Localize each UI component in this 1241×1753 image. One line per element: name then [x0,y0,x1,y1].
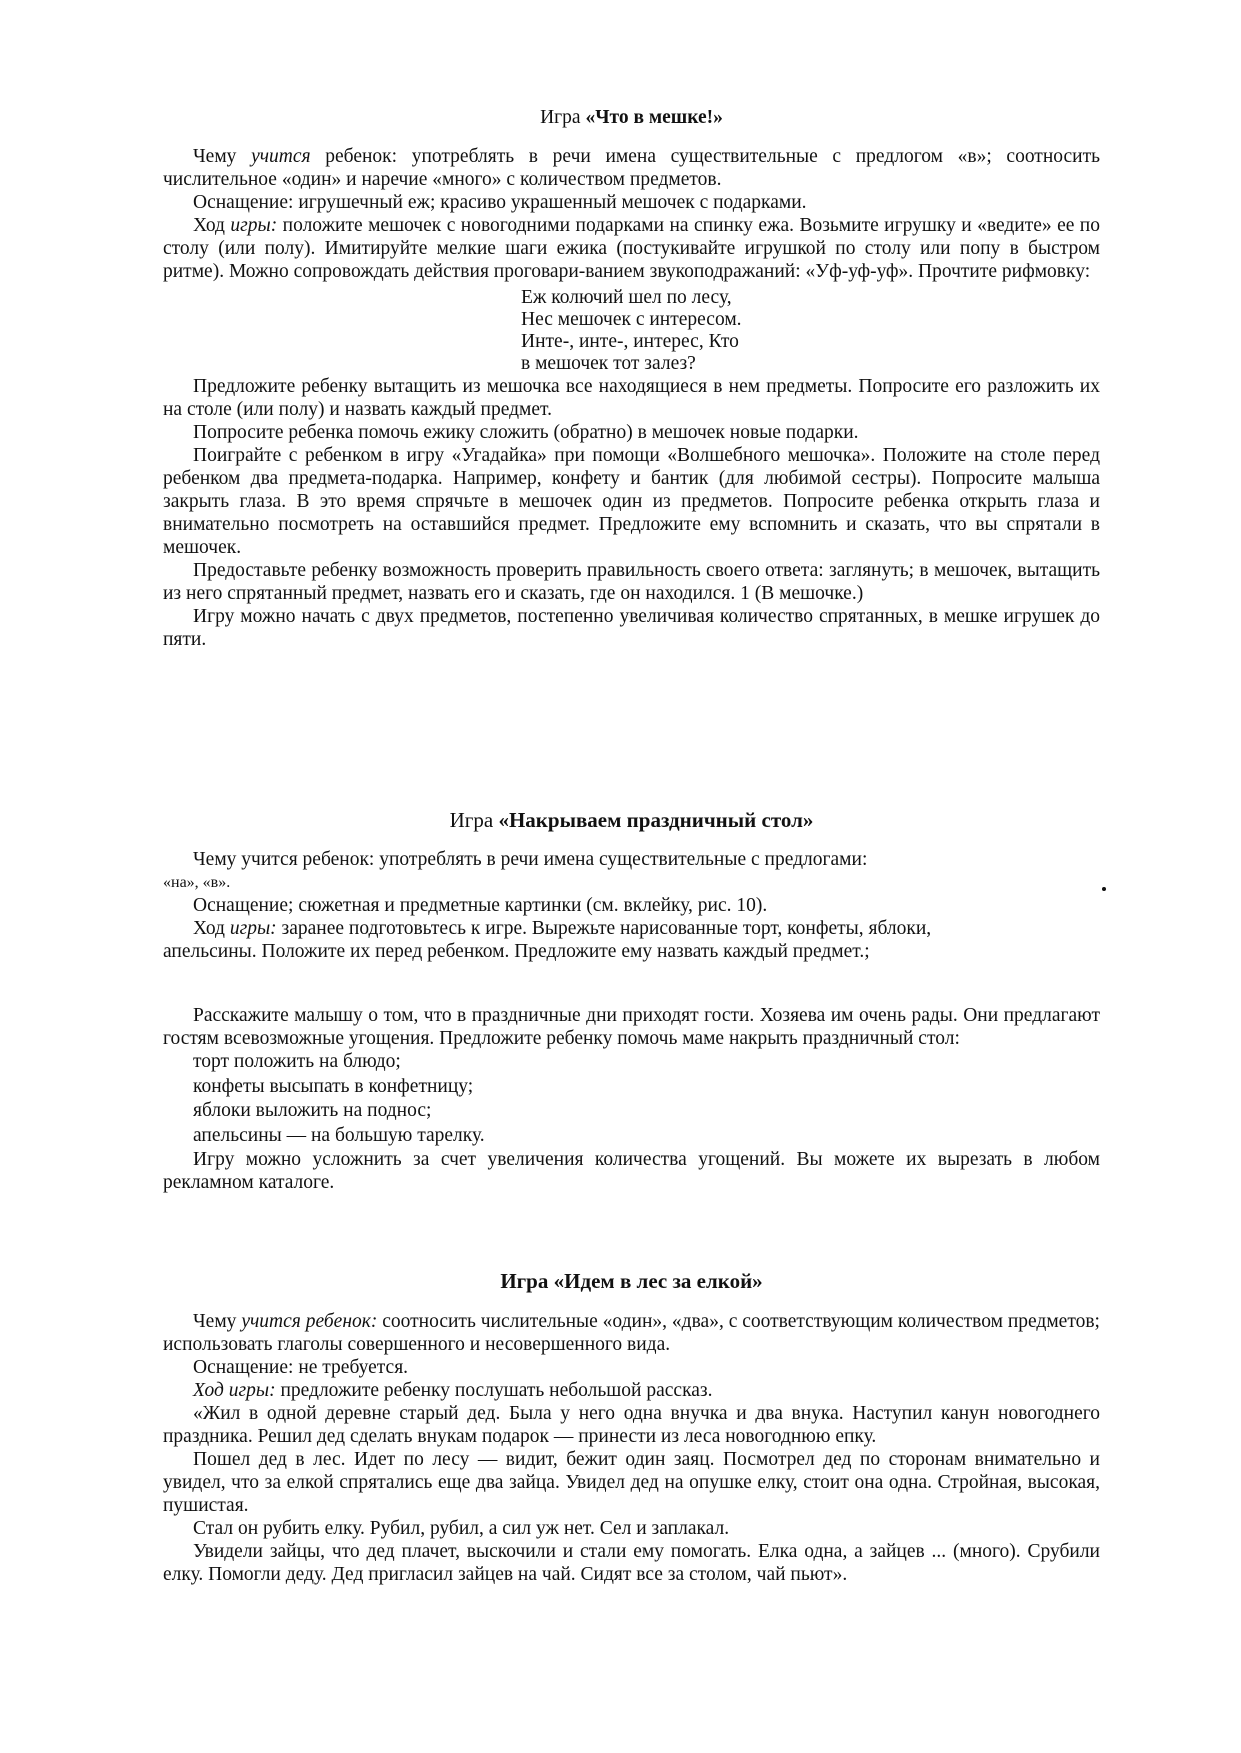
list-item: яблоки выложить на поднос; [193,1100,432,1121]
goal-italic: учится [251,146,311,167]
game3-section [163,1270,1100,1293]
title-prefix: Игра [449,808,499,832]
game2-story: Расскажите малышу о том, что в праздничные дни приходят гости. Хозяева им очень рады. Они предлагают гостям всевозможные угощения. Предложите ребенку помочь маме накрыть праздничный стол: [163,1005,1100,1049]
game3-story-paragraph: «Жил в одной деревне старый дед. Была у него одна внучка и два внука. Наступил канун новогоднего праздника. Решил дед сделать внукам подарок — принести из леса новогоднюю епку. [163,1403,1100,1447]
list-item: торт положить на блюдо; [193,1051,401,1072]
game2-section [163,809,1100,832]
poem-line: Нес мешочек с интересом. [521,309,742,330]
course-rest: положите мешочек с новогодними подарками на спинку ежа. Возьмите игрушку и «ведите» ее по столу (или полу). Имитируйте мелкие шаги ежика (постукивайте игрушкой по столу или попу в быстром ритме). Можно сопровождать действия проговари-ванием звукоподражаний: «Уф-уф-уф». Прочтите рифмовку: [163,215,1100,282]
game1-section [163,106,1100,129]
course-italic: игры: [229,918,277,939]
game1-course [163,214,1100,283]
game3-story-paragraph: Пошел дед в лес. Идет по лесу — видит, бежит один заяц. Посмотрел дед по сторонам внимательно и увидел, что за елкой спрятались еще два зайца. Увидел дед на опушке елку, стоит она одна. Стройная, высокая, пушистая. [163,1449,1100,1516]
game2-course-cont: апельсины. Положите их перед ребенком. Предложите ему назвать каждый предмет.; [163,941,870,962]
game3-story-paragraph: Увидели зайцы, что дед плачет, выскочили и стали ему помогать. Елка одна, а зайцев ... (много). Срубили елку. Помогли деду. Дед пригласил зайцев на чай. Сидят все за столом, чай пьют». [163,1541,1100,1585]
course-italic: Ход игры: [193,1380,276,1401]
game1-body [163,145,1100,651]
game3-body [163,1310,1100,1586]
poem-line: в мешочек тот залез? [521,353,696,374]
course-rest: предложите ребенку послушать небольшой рассказ. [275,1380,713,1401]
game1-title [163,106,1100,129]
list-item: конфеты высыпать в конфетницу; [193,1075,474,1097]
game2-course [163,917,1100,940]
game2-equipment: Оснащение; сюжетная и предметные картинки (см. вклейку, рис. 10). [193,895,768,916]
title-bold: «Что в мешке!» [585,107,723,128]
title-prefix: Игра [540,107,586,128]
course-lead: Ход [193,215,231,236]
goal-lead: Чему [193,1311,242,1332]
course-lead: Ход [193,918,230,939]
title-bold: «Накрываем праздничный стол» [498,808,814,832]
game2-story-block [163,1004,1100,1194]
poem-line: Еж колючий шел по лесу, [521,287,732,308]
game1-equipment: Оснащение: игрушечный еж; красиво украшенный мешочек с подарками. [193,192,807,213]
goal-lead: Чему [193,146,252,167]
game3-story-paragraph: Стал он рубить елку. Рубил, рубил, а сил уж нет. Сел и заплакал. [193,1518,730,1539]
game2-goal-cont: «на», «в». [163,874,231,891]
game1-paragraph: Игру можно начать с двух предметов, постепенно увеличивая количество спрятанных, в мешке игрушек до пяти. [163,606,1100,650]
game3-course [163,1379,1100,1402]
game1-paragraph: Предложите ребенку вытащить из мешочка все находящиеся в нем предметы. Попросите его разложить их на столе (или полу) и назвать каждый предмет. [163,376,1100,420]
stray-dot-mark [1102,887,1106,891]
game2-list [163,1050,1100,1148]
goal-rest: ребенок: употреблять в речи имена существительные с предлогом «в»; соотносить числительное «один» и наречие «много» с количеством предметов. [163,146,1101,190]
goal-rest: соотносить числительные «один», «два», с соответствующим количеством предметов; использовать глаголы совершенного и несовершенного вида. [163,1311,1100,1355]
game1-paragraph: Поиграйте с ребенком в игру «Угадайка» при помощи «Волшебного мешочка». Положите на столе перед ребенком два предмета-подарка. Например, конфету и бантик (для любимой сестры). Попросите малыша закрыть глаза. В это время спрячьте в мешочек один из предметов. Попросите ребенка открыть глаза и внимательно посмотреть на оставшийся предмет. Предложите ему вспомнить и сказать, что вы спрятали в мешочек. [163,445,1100,558]
course-italic: игры: [230,215,278,236]
game1-paragraph: Предоставьте ребенку возможность проверить правильность своего ответа: заглянуть; в мешочек, вытащить из него спрятанный предмет, назвать его и сказать, где он находился. 1 (В мешочке.) [163,560,1100,604]
game1-paragraph: Попросите ребенка помочь ежику сложить (обратно) в мешочек новые подарки. [193,422,859,443]
game3-equipment: Оснащение: не требуется. [193,1357,409,1378]
game3-title: Игра «Идем в лес за елкой» [500,1269,763,1293]
game1-poem [521,287,1100,375]
poem-line: Инте-, инте-, интерес, Кто [521,331,739,352]
game2-title [163,809,1100,832]
game1-goal [163,145,1100,191]
goal-italic: учится ребенок: [241,1311,378,1332]
course-rest: заранее подготовьтесь к игре. Вырежьте нарисованные торт, конфеты, яблоки, [276,918,932,939]
game2-body [163,848,1100,963]
list-item: апельсины — на большую тарелку. [193,1124,485,1146]
game3-goal [163,1310,1100,1356]
game2-goal: Чему учится ребенок: употреблять в речи имена существительные с предлогами: [193,849,868,870]
game2-closing: Игру можно усложнить за счет увеличения количества угощений. Вы можете их вырезать в любом рекламном каталоге. [163,1149,1100,1193]
